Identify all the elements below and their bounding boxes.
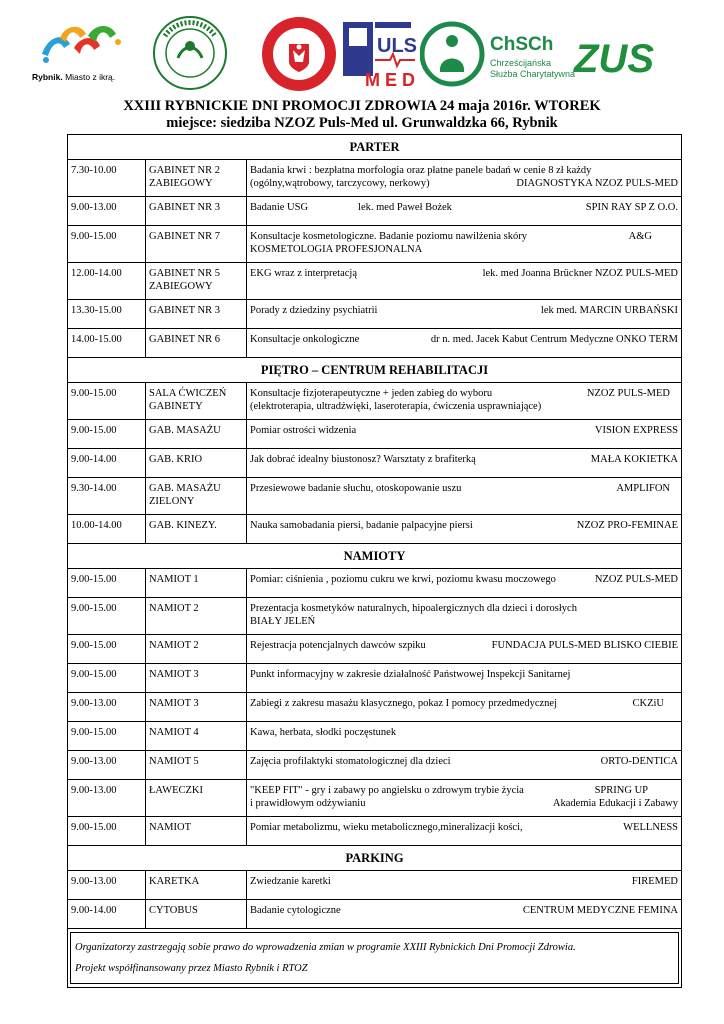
description-detail: (elektroterapia, ultradźwięki, laseroterapia, ćwiczenia usprawniające) bbox=[250, 400, 542, 412]
rybnik-fish-icon bbox=[30, 14, 130, 72]
svg-text:ULS: ULS bbox=[377, 35, 417, 57]
description: Badania krwi : bezpłatna morfologia oraz płatne panele badań w cenie 8 zł każdy bbox=[250, 165, 592, 176]
description: Pomiar metabolizmu, wieku metabolicznego,mineralizacji kości, bbox=[250, 822, 523, 833]
room-cell: GABINET NR 3 bbox=[146, 300, 247, 329]
location-line: miejsce: siedziba NZOZ Puls-Med ul. Grunwaldzka 66, Rybnik bbox=[166, 115, 558, 131]
description: Pomiar ostrości widzenia bbox=[250, 425, 357, 436]
chsch-logo bbox=[420, 14, 580, 94]
organizer: NZOZ PULS-MED bbox=[586, 388, 670, 399]
table-row bbox=[68, 478, 682, 515]
organizer: SPIN RAY SP Z O.O. bbox=[585, 202, 678, 213]
table-row bbox=[68, 197, 682, 226]
rtoz-seal-icon bbox=[145, 14, 235, 92]
zus-logo bbox=[570, 14, 660, 94]
description: Zabiegi z zakresu masażu klasycznego, pokaz I pomocy przedmedycznej bbox=[250, 698, 557, 709]
description: Rejestracja potencjalnych dawców szpiku bbox=[250, 640, 426, 651]
description: Zwiedzanie karetki bbox=[250, 876, 331, 887]
table-row bbox=[68, 664, 682, 693]
room-cell: NAMIOT 3 bbox=[146, 664, 247, 693]
time-cell: 9.00-13.00 bbox=[68, 780, 146, 817]
table-row bbox=[68, 817, 682, 846]
table-row bbox=[68, 598, 682, 635]
table-row bbox=[68, 693, 682, 722]
time-cell: 9.00-15.00 bbox=[68, 226, 146, 263]
time-cell: 9.00-15.00 bbox=[68, 817, 146, 846]
description-cell bbox=[247, 751, 682, 780]
room-cell: GAB. MASAŻU bbox=[146, 420, 247, 449]
time-cell: 9.00-15.00 bbox=[68, 383, 146, 420]
notes-row bbox=[68, 929, 682, 988]
section-header-parking: PARKING bbox=[68, 846, 682, 871]
chsch-logo-icon bbox=[420, 14, 580, 94]
title-line: XXIII RYBNICKIE DNI PROMOCJI ZDROWIA 24 maja 2016r. WTOREK bbox=[123, 98, 601, 114]
organizer: DIAGNOSTYKA NZOZ PULS-MED bbox=[516, 177, 678, 189]
time-cell: 12.00-14.00 bbox=[68, 263, 146, 300]
room-cell: CYTOBUS bbox=[146, 900, 247, 929]
description: Punkt informacyjny w zakresie działalność Państwowej Inspekcji Sanitarnej bbox=[250, 669, 571, 680]
room-cell: NAMIOT 2 bbox=[146, 598, 247, 635]
table-row bbox=[68, 329, 682, 358]
sanepid-logo bbox=[252, 14, 347, 94]
room-cell: NAMIOT 3 bbox=[146, 693, 247, 722]
rtoz-logo bbox=[145, 14, 235, 94]
table-row bbox=[68, 160, 682, 197]
time-cell: 9.00-15.00 bbox=[68, 722, 146, 751]
room-cell: GAB. MASAŻU ZIELONY bbox=[146, 478, 247, 515]
sanepid-emblem-icon bbox=[252, 14, 347, 94]
description: Kawa, herbata, słodki poczęstunek bbox=[250, 727, 397, 738]
description-cell bbox=[247, 478, 682, 515]
room-cell: GABINET NR 3 bbox=[146, 197, 247, 226]
notes-box bbox=[70, 932, 679, 984]
organizer: lek. med Joanna Brückner NZOZ PULS-MED bbox=[482, 268, 678, 279]
room-cell: GAB. KRIO bbox=[146, 449, 247, 478]
rybnik-logo bbox=[30, 14, 130, 94]
organizer: SPRING UP bbox=[594, 785, 648, 796]
description: Badanie USG bbox=[250, 202, 309, 213]
time-cell: 9.00-13.00 bbox=[68, 751, 146, 780]
organizer: dr n. med. Jacek Kabut Centrum Medyczne ONKO TERM bbox=[430, 334, 678, 345]
room-cell: NAMIOT 1 bbox=[146, 569, 247, 598]
description-detail: BIAŁY JELEŃ bbox=[250, 615, 316, 627]
description: Badanie cytologiczne bbox=[250, 905, 341, 916]
notes-cell bbox=[68, 929, 682, 988]
table-row bbox=[68, 383, 682, 420]
time-cell: 9.00-15.00 bbox=[68, 635, 146, 664]
logo-bar bbox=[30, 14, 700, 94]
description-cell bbox=[247, 635, 682, 664]
table-row bbox=[68, 751, 682, 780]
svg-text:ZUS: ZUS bbox=[574, 37, 654, 81]
description-cell bbox=[247, 420, 682, 449]
table-row bbox=[68, 420, 682, 449]
organizer: MAŁA KOKIETKA bbox=[590, 454, 678, 465]
table-row bbox=[68, 449, 682, 478]
description-cell bbox=[247, 664, 682, 693]
organizer: VISION EXPRESS bbox=[594, 425, 678, 436]
room-cell: SALA ĆWICZEŃ GABINETY bbox=[146, 383, 247, 420]
table-row bbox=[68, 515, 682, 544]
description-cell bbox=[247, 160, 682, 197]
description-cell bbox=[247, 900, 682, 929]
organizer: NZOZ PULS-MED bbox=[594, 574, 678, 585]
time-cell: 9.00-13.00 bbox=[68, 871, 146, 900]
section-header-namioty: NAMIOTY bbox=[68, 544, 682, 569]
description: Zajęcia profilaktyki stomatologicznej dla dzieci bbox=[250, 756, 451, 767]
time-cell: 9.00-15.00 bbox=[68, 664, 146, 693]
svg-text:ChSCh: ChSCh bbox=[490, 34, 554, 55]
svg-text:Służba Charytatywna: Służba Charytatywna bbox=[490, 69, 576, 79]
section-header-pietro: PIĘTRO – CENTRUM REHABILITACJI bbox=[68, 358, 682, 383]
room-cell: GABINET NR 5 ZABIEGOWY bbox=[146, 263, 247, 300]
description: Konsultacje onkologiczne bbox=[250, 334, 360, 345]
organizer: CKZiU bbox=[632, 698, 664, 709]
description-cell bbox=[247, 598, 682, 635]
table-row bbox=[68, 263, 682, 300]
time-cell: 7.30-10.00 bbox=[68, 160, 146, 197]
time-cell: 10.00-14.00 bbox=[68, 515, 146, 544]
svg-text:M E D: M E D bbox=[365, 70, 416, 90]
time-cell: 9.00-13.00 bbox=[68, 197, 146, 226]
organizer: FUNDACJA PULS-MED BLISKO CIEBIE bbox=[491, 640, 678, 651]
room-cell: GABINET NR 7 bbox=[146, 226, 247, 263]
room-cell: NAMIOT 2 bbox=[146, 635, 247, 664]
description-cell bbox=[247, 693, 682, 722]
description-detail: i prawidłowym odżywianiu bbox=[250, 797, 366, 809]
table-row bbox=[68, 722, 682, 751]
description: "KEEP FIT" - gry i zabawy po angielsku o zdrowym trybie życia bbox=[250, 785, 524, 796]
description-cell bbox=[247, 197, 682, 226]
organizer: CENTRUM MEDYCZNE FEMINA bbox=[522, 905, 678, 916]
description: Nauka samobadania piersi, badanie palpacyjne piersi bbox=[250, 520, 473, 531]
organizer: WELLNESS bbox=[623, 822, 678, 833]
zus-logo-icon bbox=[570, 14, 660, 94]
room-cell: GABINET NR 6 bbox=[146, 329, 247, 358]
table-row bbox=[68, 569, 682, 598]
time-cell: 9.00-15.00 bbox=[68, 420, 146, 449]
description-cell bbox=[247, 383, 682, 420]
table-row bbox=[68, 780, 682, 817]
room-cell: KARETKA bbox=[146, 871, 247, 900]
description-cell bbox=[247, 226, 682, 263]
rybnik-caption bbox=[32, 72, 115, 82]
description-cell bbox=[247, 871, 682, 900]
table-row bbox=[68, 300, 682, 329]
time-cell: 9.30-14.00 bbox=[68, 478, 146, 515]
funding-note: Projekt współfinansowany przez Miasto Rybnik i RTOZ bbox=[75, 963, 308, 974]
description: Konsultacje fizjoterapeutyczne + jeden zabieg do wyboru bbox=[250, 388, 493, 399]
room-cell: ŁAWECZKI bbox=[146, 780, 247, 817]
room-cell: NAMIOT 4 bbox=[146, 722, 247, 751]
time-cell: 9.00-15.00 bbox=[68, 598, 146, 635]
description: Konsultacje kosmetologiczne. Badanie poziomu nawilżenia skóry bbox=[250, 231, 528, 242]
description: Jak dobrać idealny biustonosz? Warsztaty z brafiterką bbox=[250, 454, 476, 465]
page-title bbox=[0, 98, 724, 132]
description-cell bbox=[247, 817, 682, 846]
table-row bbox=[68, 226, 682, 263]
rybnik-slogan: Miasto z ikrą. bbox=[65, 72, 116, 82]
description-cell bbox=[247, 449, 682, 478]
table-row bbox=[68, 635, 682, 664]
description-cell bbox=[247, 329, 682, 358]
table-row bbox=[68, 871, 682, 900]
disclaimer-note: Organizatorzy zastrzegają sobie prawo do wprowadzenia zmian w programie XXIII Rybnickich Dni Promocji Zdrowia. bbox=[75, 942, 576, 953]
description-cell bbox=[247, 780, 682, 817]
room-cell: GABINET NR 2 ZABIEGOWY bbox=[146, 160, 247, 197]
table-row bbox=[68, 900, 682, 929]
time-cell: 9.00-13.00 bbox=[68, 693, 146, 722]
description-cell bbox=[247, 722, 682, 751]
rybnik-name: Rybnik. bbox=[32, 72, 63, 82]
organizer: A&G bbox=[628, 231, 652, 242]
room-cell: NAMIOT 5 bbox=[146, 751, 247, 780]
room-cell: GAB. KINEZY. bbox=[146, 515, 247, 544]
description-cell bbox=[247, 569, 682, 598]
description: Przesiewowe badanie słuchu, otoskopowanie uszu bbox=[250, 483, 462, 494]
description: Prezentacja kosmetyków naturalnych, hipoalergicznych dla dzieci i dorosłych bbox=[250, 603, 577, 614]
description: Pomiar: ciśnienia , poziomu cukru we krwi, poziomu kwasu moczowego bbox=[250, 574, 556, 585]
description-cell bbox=[247, 515, 682, 544]
description: EKG wraz z interpretacją bbox=[250, 268, 357, 279]
description-detail: (ogólny,wątrobowy, tarczycowy, nerkowy) bbox=[250, 177, 430, 189]
time-cell: 13.30-15.00 bbox=[68, 300, 146, 329]
time-cell: 9.00-14.00 bbox=[68, 449, 146, 478]
organizer: lek med. MARCIN URBAŃSKI bbox=[540, 305, 678, 316]
organizer: FIREMED bbox=[631, 876, 678, 887]
organizer: AMPLIFON bbox=[616, 483, 670, 494]
time-cell: 9.00-15.00 bbox=[68, 569, 146, 598]
time-cell: 9.00-14.00 bbox=[68, 900, 146, 929]
description: Porady z dziedziny psychiatrii bbox=[250, 305, 378, 316]
time-cell: 14.00-15.00 bbox=[68, 329, 146, 358]
description-cell bbox=[247, 300, 682, 329]
room-cell: NAMIOT bbox=[146, 817, 247, 846]
doctor-name: lek. med Paweł Bożek bbox=[358, 202, 452, 213]
organizer-detail: Akademia Edukacji i Zabawy bbox=[552, 797, 678, 809]
svg-text:Chrześcijańska: Chrześcijańska bbox=[490, 58, 552, 68]
program-table bbox=[67, 134, 682, 988]
section-header-parter: PARTER bbox=[68, 135, 682, 160]
organizer: ORTO-DENTICA bbox=[600, 756, 678, 767]
description-detail: KOSMETOLOGIA PROFESJONALNA bbox=[250, 243, 423, 255]
organizer: NZOZ PRO-FEMINAE bbox=[576, 520, 678, 531]
description-cell bbox=[247, 263, 682, 300]
